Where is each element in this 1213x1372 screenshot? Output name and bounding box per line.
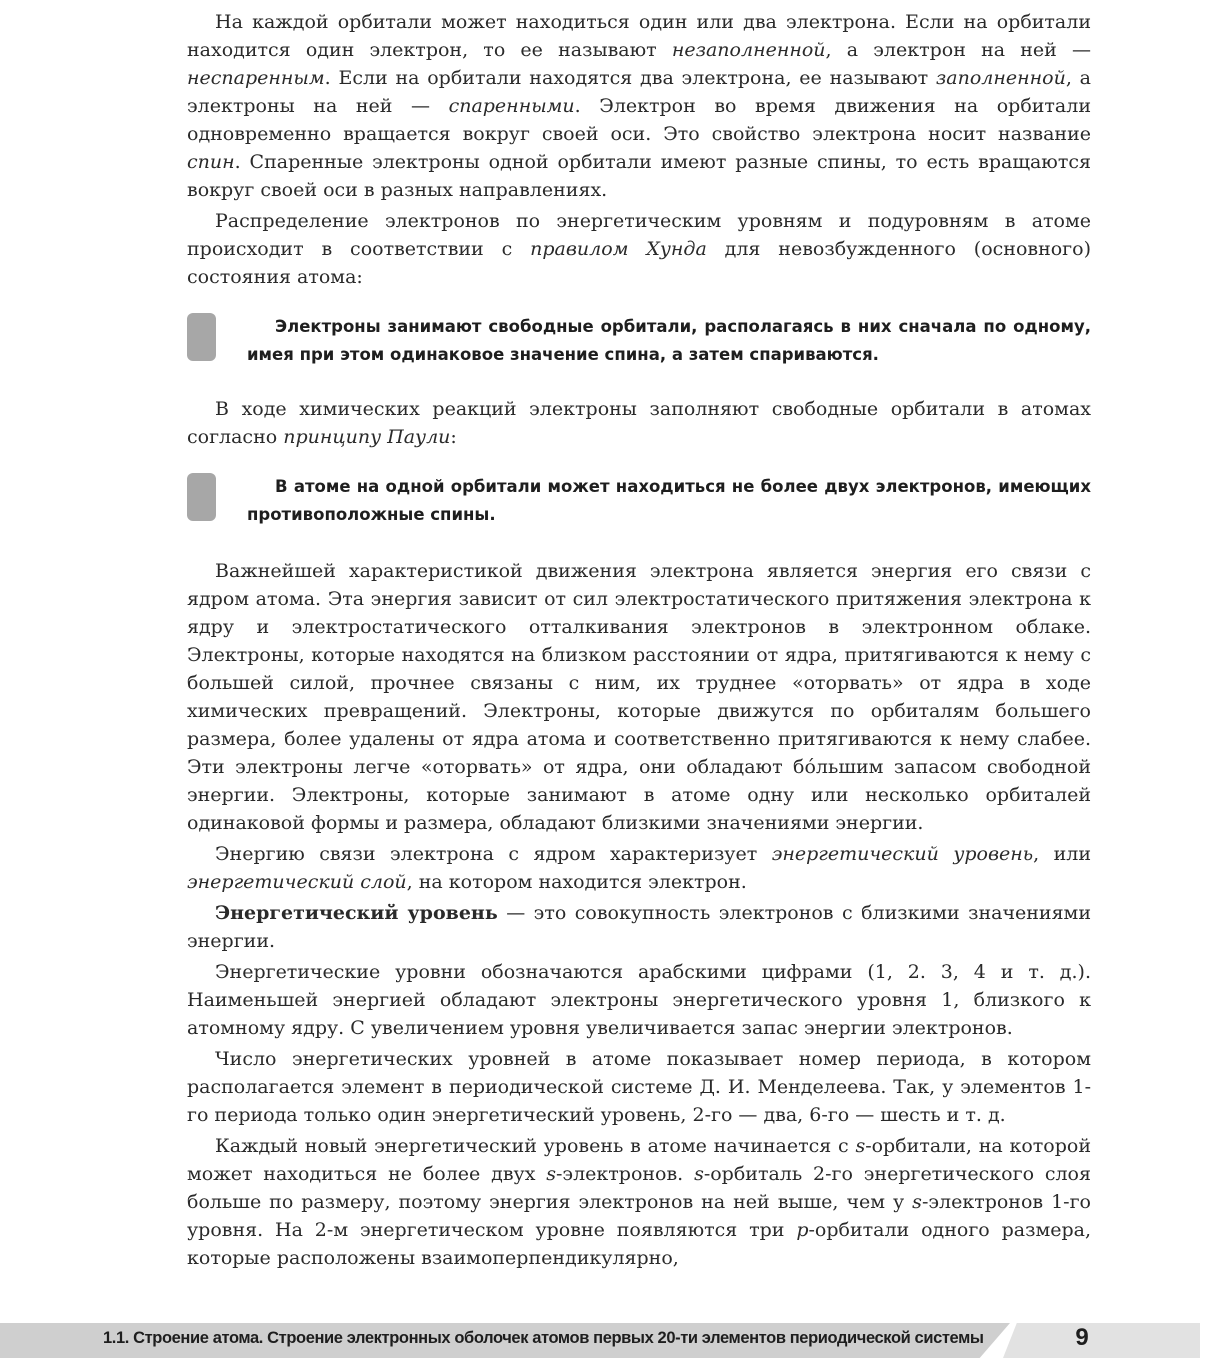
text: — это совокупность электронов с близкими значениями энергии. [187,902,1091,952]
text: -орбитали одного размера, которые расположены взаимоперпендикулярно, [187,1219,1091,1269]
text: , а электроны на ней — [187,67,1091,117]
text: На каждой орбитали может находиться один или два электрона. Если на орбитали находится один электрон, то ее называют [187,11,1091,61]
paragraph-energy-level-intro [187,840,1091,896]
text: для невозбужденного (основного) состояния атома: [187,238,1091,288]
paragraph-period-levels: Число энергетических уровней в атоме показывает номер периода, в котором располагается элемент в периодической системе Д. И. Менделеева. Так, у элементов 1-го периода только один энергетический уровень, 2-го — два, 6-го — шесть и т. д. [187,1048,1091,1126]
text: , или [1033,843,1091,865]
text: . Если на орбитали находятся два электрона, ее называют [324,67,936,89]
term-hund-rule: правилом Хунда [530,238,707,260]
orbital-letter: s [912,1191,922,1213]
paragraph-pauli [187,395,1091,451]
text: -электронов. [556,1163,695,1185]
running-section-title: 1.1. Строение атома. Строение электронных оболочек атомов первых 20-ти элементов периодической системы [103,1329,984,1347]
text: Энергию связи электрона с ядром характеризует [215,843,772,865]
definition-term: Энергетический уровень [215,902,498,924]
text: . Электрон во время движения на орбитали одновременно вращается вокруг своей оси. Это свойство электрона носит название [187,95,1091,145]
paragraph-hund [187,207,1091,291]
term-filled: заполненной [935,67,1066,89]
text: -электронов 1-го уровня. На 2-м энергетическом уровне появляются три [187,1191,1091,1241]
term-unpaired: неспаренным [187,67,325,89]
page-body [187,8,1091,1275]
text: Каждый новый энергетический уровень в атоме начинается с [215,1135,856,1157]
orbital-letter: s [855,1135,866,1157]
orbital-letter: s [546,1163,557,1185]
paragraph-orbitals [187,8,1091,204]
rule-box-pauli [187,473,1091,529]
text: -орбиталь 2-го энергетического слоя больше по размеру, поэтому энергия электронов на ней выше, чем у [187,1163,1091,1213]
term-spin: спин [187,151,235,173]
paragraph-energy-level-definition [187,899,1091,955]
rule-marker [187,473,216,521]
rule-text: В атоме на одной орбитали может находиться не более двух электронов, имеющих противоположные спины. [247,477,1091,524]
page-footer [0,1323,1213,1363]
rule-marker [187,313,216,361]
term-energy-layer: энергетический слой [187,871,407,893]
orbital-letter: s [694,1163,704,1185]
text: , на котором находится электрон. [406,871,747,893]
term-pauli-principle: принципу Паули [283,426,451,448]
text: В ходе химических реакций электроны заполняют свободные орбитали в атомах согласно [187,398,1091,448]
paragraph-level-numbering: Энергетические уровни обозначаются арабскими цифрами (1, 2. 3, 4 и т. д.). Наименьшей энергией обладают электроны энергетического уровня 1, близкого к атомному ядру. С увеличением уровня увеличивается запас энергии электронов. [187,961,1091,1039]
text: . Спаренные электроны одной орбитали имеют разные спины, то есть вращаются вокруг своей оси в разных направлениях. [187,151,1091,201]
orbital-letter: p [796,1219,809,1241]
paragraph-s-orbitals [187,1132,1091,1272]
text: Распределение электронов по энергетическим уровням и подуровням в атоме происходит в соответствии с [187,210,1091,260]
term-paired: спаренными [448,95,575,117]
page-number: 9 [1075,1324,1089,1351]
text: : [450,426,457,448]
term-unfilled: незаполненной [671,39,826,61]
paragraph-binding-energy: Важнейшей характеристикой движения электрона является энергия его связи с ядром атома. Эта энергия зависит от сил электростатического притяжения электрона к ядру и электростатического отталкивания электронов в электронном облаке. Электроны, которые находятся на близком расстоянии от ядра, притягиваются к нему с большей силой, прочнее связаны с ним, их труднее «оторвать» от ядра в ходе химических превращений. Электроны, которые движутся по орбиталям большего размера, более удалены от ядра атома и соответственно притягиваются к нему слабее. Эти электроны легче «оторвать» от ядра, они обладают бóльшим запасом свободной энергии. Электроны, которые занимают в атоме одну или несколько орбиталей одинаковой формы и размера, обладают близкими значениями энергии. [187,560,1091,834]
rule-text: Электроны занимают свободные орбитали, располагаясь в них сначала по одному, имея при этом одинаковое значение спина, а затем спариваются. [247,317,1091,364]
text: , а электрон на ней — [825,39,1091,61]
text: -орбитали, на которой может находиться не более двух [187,1135,1091,1185]
rule-box-hund [187,313,1091,369]
term-energy-level: энергетический уровень [771,843,1034,865]
